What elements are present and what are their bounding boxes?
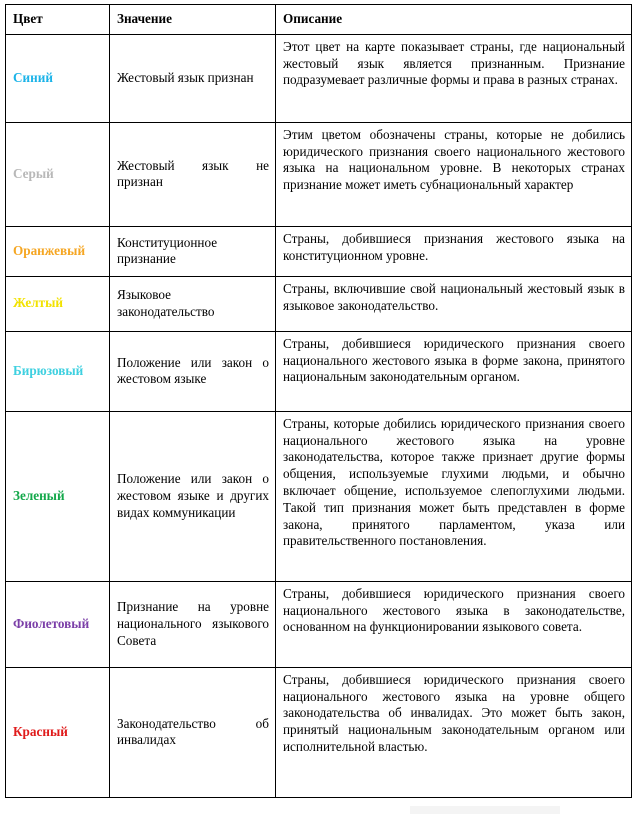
table-row [6,276,632,331]
meaning-cell: Жестовый язык не признан [110,122,276,226]
description-cell: Этот цвет на карте показывает страны, где национальный жестовый язык является признанным. Признание подразумевает различные формы и права в разных странах. [276,34,632,122]
header-color: Цвет [6,5,110,35]
color-name: Синий [6,34,110,122]
meaning-cell: Жестовый язык признан [110,34,276,122]
color-name: Бирюзовый [6,331,110,411]
meaning-cell: Языковое законодательство [110,276,276,331]
meaning-cell: Положение или закон о жестовом языке и других видах коммуникации [110,411,276,581]
page-edge-strip [410,806,560,814]
color-name: Серый [6,122,110,226]
header-row [6,5,632,35]
description-cell: Страны, добившиеся юридического признания своего национального жестового языка в форме закона, принятого национальным законодательным органом. [276,331,632,411]
description-cell: Страны, добившиеся юридического признания своего национального жестового языка на уровне общего законодательства об инвалидах. Это может быть закон, принятый национальным законодательным органом или исполнительной властью. [276,667,632,797]
meaning-cell: Признание на уровне национального языкового Совета [110,581,276,667]
meaning-cell: Законодательство об инвалидах [110,667,276,797]
description-cell: Этим цветом обозначены страны, которые не добились юридического признания своего национального жестового языка на национальном уровне. В некоторых странах признание может иметь субнациональный характер [276,122,632,226]
color-name: Желтый [6,276,110,331]
color-name: Оранжевый [6,226,110,276]
description-cell: Страны, добившиеся признания жестового языка на конституционном уровне. [276,226,632,276]
meaning-cell: Конституционное признание [110,226,276,276]
color-name: Зеленый [6,411,110,581]
table-row [6,122,632,226]
header-description: Описание [276,5,632,35]
header-meaning: Значение [110,5,276,35]
table-row [6,411,632,581]
table-row [6,226,632,276]
color-name: Фиолетовый [6,581,110,667]
table-row [6,667,632,797]
table-row [6,581,632,667]
table-row [6,34,632,122]
table-row [6,331,632,411]
legend-table [5,4,632,798]
description-cell: Страны, включившие свой национальный жестовый язык в языковое законодательство. [276,276,632,331]
description-cell: Страны, добившиеся юридического признания своего национального жестового языка в законодательстве, основанном на функционировании языкового совета. [276,581,632,667]
color-name: Красный [6,667,110,797]
meaning-cell: Положение или закон о жестовом языке [110,331,276,411]
description-cell: Страны, которые добились юридического признания своего национального жестового языка на уровне законодательства, которое также признает другие формы общения, используемые глухими людьми, и обычно включает общение, используемое слепоглухими людьми. Такой тип признания может быть представлен в форме закона, принятого парламентом, указа или правительственного постановления. [276,411,632,581]
